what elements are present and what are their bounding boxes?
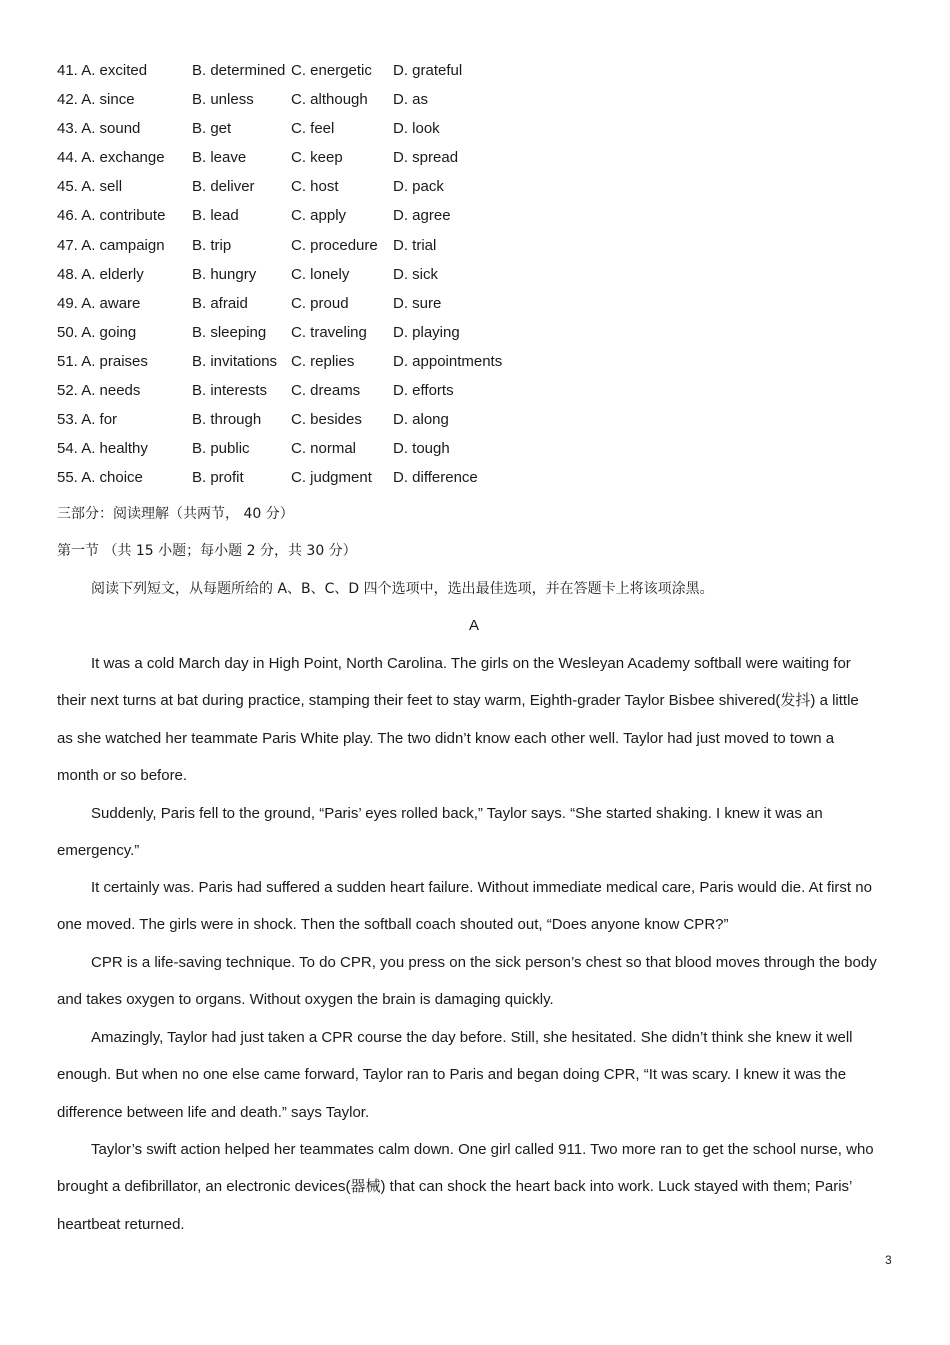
option-d: D. sure [393,294,442,312]
paragraph-line: difference between life and death.” says Taylor. [57,1103,370,1121]
option-d: D. agree [393,207,451,225]
option-a: 52. A. needs [57,382,141,400]
option-b: B. unless [192,91,254,109]
option-d: D. as [393,91,429,109]
paragraph-line: It certainly was. Paris had suffered a sudden heart failure. Without immediate medical care, Paris would die. At first no [91,879,872,896]
option-b: B. sleeping [192,323,267,341]
paragraph-line: month or so before. [57,767,188,785]
option-b: B. get [192,120,232,138]
option-a: 48. A. elderly [57,265,144,283]
option-c: C. traveling [291,323,367,341]
option-b: B. trip [192,236,232,254]
option-b: B. lead [192,207,239,225]
paragraph [57,1131,950,1243]
paragraph [57,869,950,944]
paragraph-line: Amazingly, Taylor had just taken a CPR course the day before. Still, she hesitated. She didn’t think she knew it well [91,1029,853,1046]
option-a: 49. A. aware [57,294,141,312]
paragraph [57,1019,950,1131]
option-c: C. lonely [291,265,350,283]
option-c: C. feel [291,120,335,138]
paragraph-line: Taylor’s swift action helped her teammates calm down. One girl called 911. Two more ran to get the school nurse, who [91,1141,874,1158]
option-d: D. look [393,120,440,138]
option-c: C. apply [291,207,347,225]
option-d: D. tough [393,440,450,458]
option-a: 46. A. contribute [57,207,166,225]
option-a: 45. A. sell [57,178,123,196]
option-b: B. deliver [192,178,255,196]
option-d: D. appointments [393,352,503,370]
option-a: 47. A. campaign [57,236,165,254]
option-b: B. public [192,440,250,458]
paragraph-line: Suddenly, Paris fell to the ground, “Paris’ eyes rolled back,” Taylor says. “She started shaking. I knew it was an [91,805,823,822]
paragraph [57,944,950,1019]
option-c: C. normal [291,440,357,458]
option-b: B. determined [192,62,286,79]
option-a: 42. A. since [57,91,135,109]
option-d: D. sick [393,265,438,283]
paragraph [57,795,950,870]
paragraph-line: CPR is a life-saving technique. To do CPR, you press on the sick person’s chest so that blood moves through the body [91,954,877,971]
paragraph-line: their next turns at bat during practice, stamping their feet to stay warm, Eighth-grader Taylor Bisbee shivered(发抖) a little [57,692,859,710]
option-d: D. trial [393,236,437,254]
paragraph-line: brought a defibrillator, an electronic devices(器械) that can shock the heart back into work. Luck stayed with them; Paris’ [57,1178,853,1196]
option-a: 44. A. exchange [57,149,165,167]
option-b: B. hungry [192,265,257,283]
option-a: 43. A. sound [57,120,141,138]
option-d: D. spread [393,149,459,167]
paragraph-line: emergency.” [57,842,140,860]
option-d: D. pack [393,178,444,196]
page-number: 3 [885,1253,892,1267]
option-d: D. efforts [393,382,454,400]
option-a: 51. A. praises [57,352,148,370]
paragraph-line: It was a cold March day in High Point, North Carolina. The girls on the Wesleyan Academy softball were waiting for [91,655,851,672]
option-c: C. energetic [291,62,372,79]
option-d: D. grateful [393,62,463,79]
option-c: C. dreams [291,382,361,400]
option-d: D. playing [393,323,460,341]
paragraph-line: one moved. The girls were in shock. Then the softball coach shouted out, “Does anyone know CPR?” [57,916,729,934]
option-c: C. host [291,178,339,196]
option-b: B. leave [192,149,247,167]
option-c: C. besides [291,411,362,429]
option-a: 54. A. healthy [57,440,148,458]
paragraph-line: and takes oxygen to organs. Without oxygen the brain is damaging quickly. [57,991,554,1009]
option-c: C. replies [291,352,355,370]
option-a: 50. A. going [57,323,137,341]
option-a: 55. A. choice [57,469,143,487]
option-b: B. through [192,411,262,429]
option-c: C. procedure [291,236,378,254]
option-c: C. although [291,91,368,109]
paragraph-line: as she watched her teammate Paris White play. The two didn’t know each other well. Taylor had just moved to town a [57,729,835,747]
option-c: C. proud [291,294,349,312]
option-d: D. along [393,411,449,429]
option-b: B. afraid [192,294,248,312]
section-heading: 三部分：阅读理解（共两节， 40 分） [57,506,294,522]
paragraph-line: enough. But when no one else came forward, Taylor ran to Paris and began doing CPR, “It was scary. I knew it was the [57,1066,847,1084]
instruction-text: 阅读下列短文，从每题所给的 A、B、C、D 四个选项中，选出最佳选项，并在答题卡上将该项涂黑。 [91,581,714,597]
option-b: B. interests [192,382,268,400]
paragraph-line: heartbeat returned. [57,1215,185,1233]
option-d: D. difference [393,469,478,487]
option-a: 53. A. for [57,411,118,429]
option-c: C. judgment [291,469,372,487]
paragraph [57,645,950,795]
option-a: 41. A. excited [57,62,148,79]
option-c: C. keep [291,149,343,167]
option-b: B. invitations [192,352,278,370]
subsection-heading: 第一节 （共 15 小题；每小题 2 分，共 30 分） [57,543,357,559]
passage-title: A [468,617,479,634]
option-b: B. profit [192,469,244,487]
